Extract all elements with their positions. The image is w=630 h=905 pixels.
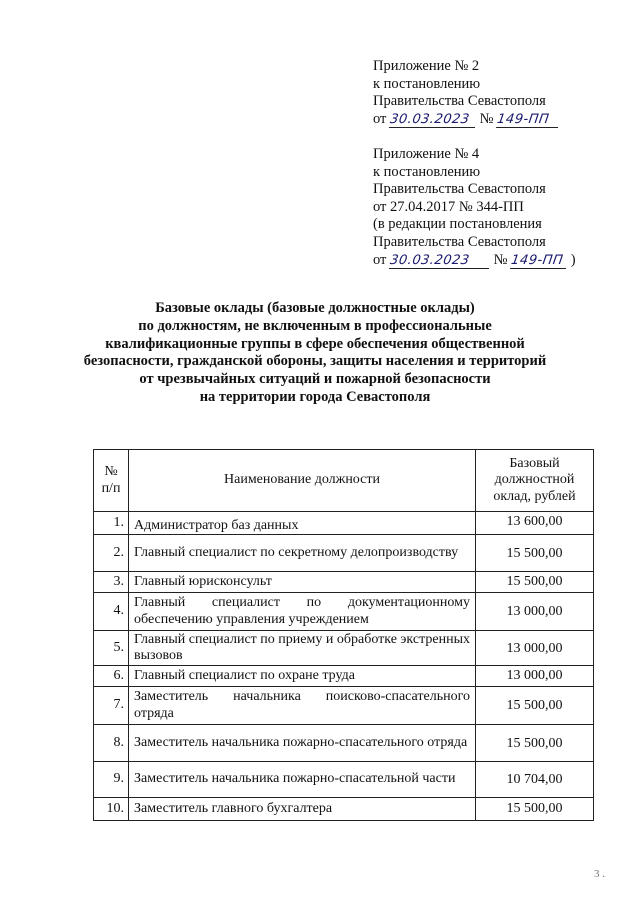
table-row [94,512,594,535]
row-number: 3. [94,572,129,593]
handwritten-date: 30.03.2023 [389,254,491,269]
appendix-2-block [373,58,559,128]
salary-value: 13 000,00 [476,631,594,666]
position-name: Заместитель начальника пожарно-спасательного отряда [129,725,476,762]
row-number: 10. [94,798,129,821]
appendix-4-line4: от 27.04.2017 № 344-ПП [373,198,524,215]
table-row [94,535,594,572]
row-number: 1. [94,512,129,535]
appendix-4-title: Приложение № 4 [373,146,480,162]
position-name: Главный специалист по охране труда [129,666,476,687]
salary-value: 15 500,00 [476,535,594,572]
table-row [94,687,594,725]
header-salary [476,450,594,512]
appendix-4-line6: Правительства Севастополя [373,233,546,250]
salary-value: 15 500,00 [476,687,594,725]
salary-value: 15 500,00 [476,725,594,762]
header-number-line1: № [104,464,118,479]
table-row [94,762,594,798]
appendix-2-line3: Правительства Севастополя [373,93,546,110]
position-name: Главный юрисконсульт [129,572,476,593]
row-number: 6. [94,666,129,687]
header-salary-line2: должностной [494,472,575,488]
appendix-2-title: Приложение № 2 [373,58,480,74]
header-salary-line3: оклад, рублей [493,488,576,504]
row-number: 2. [94,535,129,572]
table-row [94,798,594,821]
salary-value: 13 000,00 [476,666,594,687]
position-name: Заместитель начальника поисково-спасательного отряда [129,687,476,725]
salary-value: 13 000,00 [476,593,594,631]
salary-value: 15 500,00 [476,798,594,821]
closing-parenthesis: ) [570,251,576,268]
table-row [94,593,594,631]
handwritten-number: 149-ПП [510,254,568,269]
row-number: 9. [94,762,129,798]
position-name: Главный специалист по приему и обработке экстренных вызовов [129,631,476,666]
appendix-4-line2: к постановлению [373,163,481,180]
position-name: Заместитель главного бухгалтера [129,798,476,821]
appendix-2-date-line [373,111,559,129]
salary-value: 15 500,00 [476,572,594,593]
table-header-row [94,450,594,512]
date-prefix: от [373,251,387,268]
title-line-3: квалификационные группы в сфере обеспечения общественной [105,335,525,352]
handwritten-number: 149-ПП [496,113,560,128]
page-mark: 3 . [594,868,605,880]
row-number: 5. [94,631,129,666]
appendix-4-line5: (в редакции постановления [373,216,542,233]
position-name: Главный специалист по документационному обеспечению управления учреждением [129,593,476,631]
salary-value: 13 600,00 [476,512,594,535]
header-number [94,450,129,512]
handwritten-date: 30.03.2023 [389,113,477,128]
position-name: Администратор баз данных [129,512,476,535]
header-number-line2: п/п [101,480,121,496]
title-line-2: по должностям, не включенным в профессиональные [138,317,492,334]
appendix-4-date-line [373,252,576,270]
position-name: Главный специалист по секретному делопроизводству [129,535,476,572]
appendix-2-line2: к постановлению [373,75,481,92]
table-row [94,666,594,687]
appendix-4-line3: Правительства Севастополя [373,181,546,198]
table-row [94,725,594,762]
row-number: 7. [94,687,129,725]
table-row [94,572,594,593]
title-line-1: Базовые оклады (базовые должностные оклады) [155,300,475,316]
salary-table [93,449,594,821]
number-prefix: № [493,251,508,268]
title-line-4: безопасности, гражданской обороны, защиты населения и территорий [83,353,547,370]
number-prefix: № [479,110,494,127]
date-prefix: от [373,110,387,127]
title-line-6: на территории города Севастополя [199,388,431,405]
salary-value: 10 704,00 [476,762,594,798]
header-salary-line1: Базовый [509,455,560,471]
appendix-4-block [373,146,576,269]
title-line-5: от чрезвычайных ситуаций и пожарной безопасности [139,371,491,388]
row-number: 4. [94,593,129,631]
row-number: 8. [94,725,129,762]
position-name: Заместитель начальника пожарно-спасательной части [129,762,476,798]
header-position-name: Наименование должности [129,450,476,512]
document-title [0,300,630,407]
table-row [94,631,594,666]
